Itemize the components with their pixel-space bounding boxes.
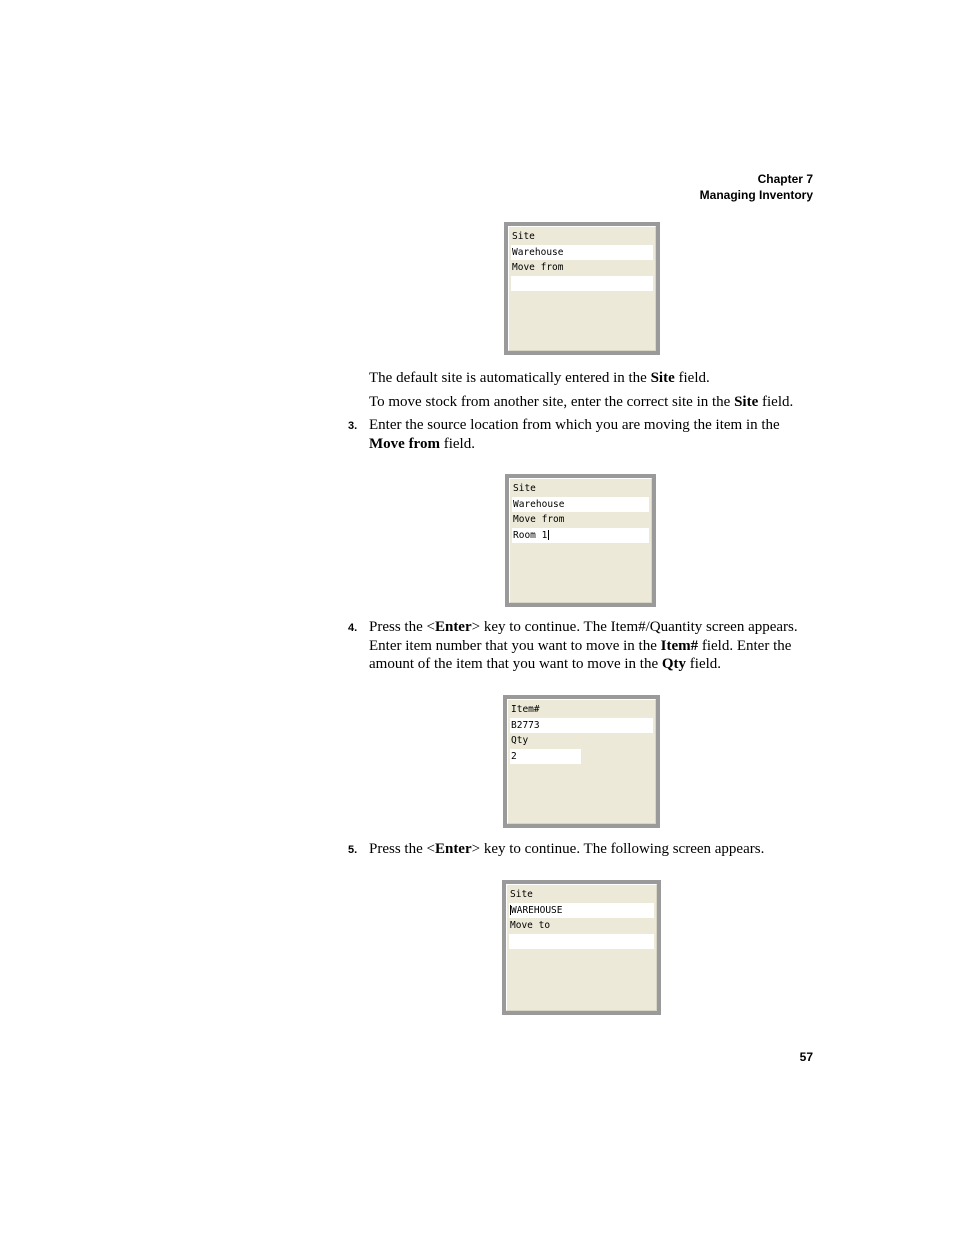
qty-label: Qty (510, 733, 653, 749)
site-label: Site (512, 481, 649, 497)
move-from-label: Move from (512, 512, 649, 528)
paragraph-another-site: To move stock from another site, enter the correct site in the Site field. (369, 394, 794, 410)
step-number-5: 5. (348, 844, 358, 856)
step-5-text: Press the <Enter> key to continue. The following screen appears. (369, 841, 765, 857)
page-number: 57 (799, 1050, 813, 1064)
qty-field[interactable]: 2 (510, 749, 581, 765)
device-screen-1 (504, 222, 660, 355)
device-screen-2 (505, 474, 656, 607)
step-number-3: 3. (348, 420, 358, 432)
step-number-4: 4. (348, 622, 358, 634)
move-from-label: Move from (511, 260, 653, 276)
item-label: Item# (510, 702, 653, 718)
site-field[interactable]: Warehouse (512, 497, 649, 513)
site-field[interactable]: Warehouse (511, 245, 653, 261)
move-to-field[interactable] (509, 934, 654, 950)
site-field[interactable]: WAREHOUSE (509, 903, 654, 919)
step-4-text: Press the <Enter> key to continue. The Item#/Quantity screen appears. Enter item number that you want to move in the Item# field. Enter the amount of the item that you want to move in the Qty field. (369, 619, 798, 672)
move-from-field[interactable] (511, 276, 653, 292)
device-screen-4 (502, 880, 661, 1015)
device-screen-3 (503, 695, 660, 828)
move-from-field[interactable]: Room 1 (512, 528, 649, 544)
paragraph-default-site: The default site is automatically entered in the Site field. (369, 370, 710, 386)
move-to-label: Move to (509, 918, 654, 934)
running-header (700, 171, 813, 203)
site-label: Site (509, 887, 654, 903)
chapter-label: Chapter 7 (757, 172, 813, 186)
step-3-text: Enter the source location from which you are moving the item in the Move from field. (369, 417, 780, 452)
site-label: Site (511, 229, 653, 245)
chapter-title: Managing Inventory (699, 188, 813, 202)
text-cursor (548, 530, 549, 540)
item-field[interactable]: B2773 (510, 718, 653, 734)
